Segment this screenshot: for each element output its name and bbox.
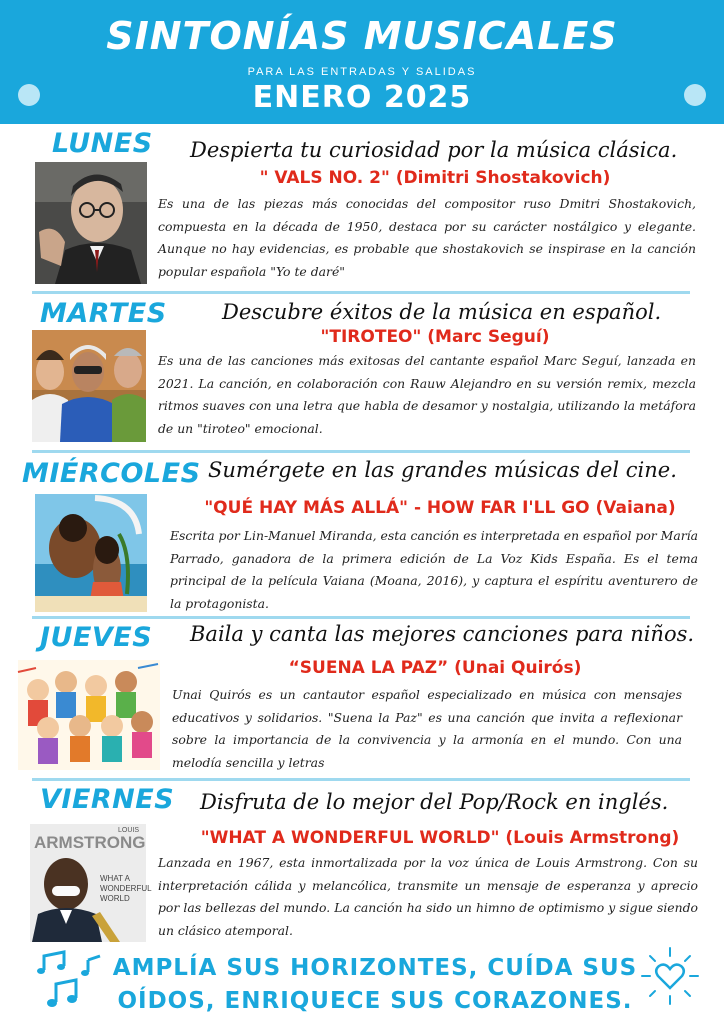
album-title-line: WORLD: [100, 894, 130, 903]
song-title-lunes: " VALS NO. 2" (Dimitri Shostakovich): [259, 168, 611, 188]
tagline-lunes: Despierta tu curiosidad por la música clásica.: [190, 138, 678, 162]
section-divider: [32, 616, 690, 619]
heart-icon: [638, 944, 702, 1012]
section-divider: [32, 450, 690, 453]
song-title-miercoles: "QUÉ HAY MÁS ALLÁ" - HOW FAR I'LL GO (Vaiana): [204, 498, 676, 518]
song-title-martes: "TIROTEO" (Marc Seguí): [320, 327, 550, 347]
album-cover-what-a-wonderful-world: [30, 824, 152, 942]
description-martes: Es una de las canciones más exitosas del cantante español Marc Seguí, lanzada en 2021. La canción, en colaboración con Rauw Alejandro en su versión remix, mezcla ritmos suaves con una letra que habla de desamor y nostalgia, utilizando la metáfora de un "tiroteo" emocional.: [158, 353, 696, 436]
section-divider: [32, 291, 690, 294]
album-title: [100, 874, 152, 904]
day-label-viernes: VIERNES: [40, 784, 175, 815]
song-title-viernes: "WHAT A WONDERFUL WORLD" (Louis Armstrong): [200, 828, 680, 848]
day-label-lunes: LUNES: [52, 128, 153, 159]
page-title: SINTONÍAS MUSICALES: [106, 14, 618, 58]
footer-message: [110, 952, 640, 1018]
album-title-line: WHAT A: [100, 874, 130, 883]
marc-segui-photo: [32, 330, 146, 442]
header-banner: [0, 0, 724, 124]
description-viernes: Lanzada en 1967, esta inmortalizada por la voz única de Louis Armstrong. Con su interpretación cálida y melancólica, transmite un mensaje de esperanza y aprecio por las bellezas del mundo. La canción ha sido un himno de optimismo y sigue siendo un clásico atemporal.: [158, 855, 698, 938]
children-singing-illustration: [18, 660, 160, 770]
decorative-dot-right: [684, 84, 706, 106]
footer-line-1: AMPLÍA SUS HORIZONTES, CUÍDA SUS: [112, 955, 638, 981]
day-label-martes: MARTES: [40, 298, 167, 329]
tagline-miercoles: Sumérgete en las grandes músicas del cine.: [208, 458, 677, 482]
footer-line-2: OÍDOS, ENRIQUECE SUS CORAZONES.: [117, 988, 633, 1014]
album-artist-first-name: LOUIS: [118, 827, 140, 834]
page-subtitle: PARA LAS ENTRADAS Y SALIDAS: [247, 66, 477, 78]
description-lunes: Es una de las piezas más conocidas del compositor ruso Dmitri Shostakovich, compuesta en la década de 1950, destaca por su carácter nostálgico y elegante. Aunque no hay evidencias, es probable que shostakovich se inspirase en la canción popular española "Yo te daré": [158, 196, 696, 279]
tagline-viernes: Disfruta de lo mejor del Pop/Rock en inglés.: [200, 790, 669, 814]
decorative-dot-left: [18, 84, 40, 106]
album-artist-last-name: ARMSTRONG: [34, 833, 146, 852]
tagline-martes: Descubre éxitos de la música en español.: [222, 300, 662, 324]
tagline-jueves: Baila y canta las mejores canciones para niños.: [190, 622, 695, 646]
album-title-line: WONDERFUL: [100, 884, 152, 893]
page-date: ENERO 2025: [252, 80, 472, 115]
vaiana-poster: [35, 494, 147, 612]
day-label-miercoles: MIÉRCOLES: [22, 458, 201, 489]
shostakovich-photo: [35, 162, 147, 284]
description-jueves: Unai Quirós es un cantautor español especializado en música con mensajes educativos y solidarios. "Suena la Paz" es una canción que invita a reflexionar sobre la importancia de la convivencia y la armonía en el mundo. Con una melodía sencilla y letras: [172, 687, 682, 770]
section-divider: [32, 778, 690, 781]
music-notes-icon: [34, 950, 108, 1014]
song-title-jueves: “SUENA LA PAZ” (Unai Quirós): [288, 658, 582, 678]
description-miercoles: Escrita por Lin-Manuel Miranda, esta canción es interpretada en español por María Parrado, ganadora de la primera edición de La Voz Kids España. Es el tema principal de la película Vaiana (Moana, 2016), y captura el espíritu aventurero de la protagonista.: [170, 528, 698, 611]
day-label-jueves: JUEVES: [40, 622, 153, 653]
